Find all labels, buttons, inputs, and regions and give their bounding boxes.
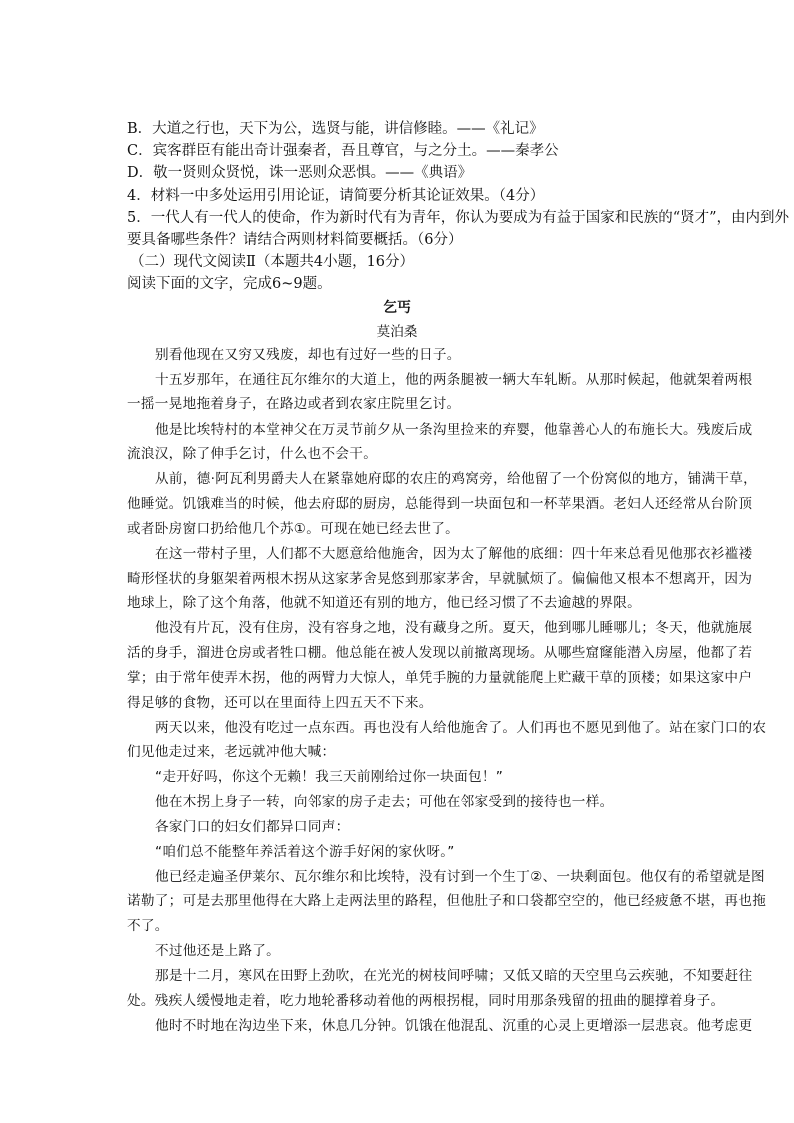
section-heading: （二）现代文阅读Ⅱ（本题共4小题，16分） <box>130 254 415 270</box>
article-line: 不了。 <box>127 918 169 934</box>
article-line: 他是比埃特村的本堂神父在万灵节前夕从一条沟里捡来的弃婴，他靠善心人的布施长大。残废后成 <box>155 422 753 438</box>
article-line: 地球上，除了这个角落，他就不知道还有别的地方，他已经习惯了不去逾越的界限。 <box>127 595 642 611</box>
option-b: B．大道之行也，天下为公，选贤与能，讲信修睦。——《礼记》 <box>127 121 544 137</box>
article-line: 流浪汉，除了伸手乞讨，什么也不会干。 <box>127 446 378 462</box>
question-4: 4．材料一中多处运用引用论证，请简要分析其论证效果。（4分） <box>127 188 545 204</box>
article-line: 别看他现在又穷又残废，却也有过好一些的日子。 <box>155 347 461 363</box>
article-line: 不过他还是上路了。 <box>155 943 281 959</box>
article-line: 他时不时地在沟边坐下来，休息几分钟。饥饿在他混乱、沉重的心灵上更增添一层悲哀。他考虑更 <box>155 1018 753 1034</box>
article-line: “咱们总不能整年养活着这个游手好闲的家伙呀。” <box>155 844 455 860</box>
article-line: 诺勒了；可是去那里他得在大路上走两法里的路程，但他肚子和口袋都空空的，他已经疲惫不堪，再也拖 <box>127 893 767 909</box>
option-d: D．敬一贤则众贤悦，诛一恶则众恶惧。——《典语》 <box>127 165 473 181</box>
article-line: 那是十二月，寒风在田野上劲吹，在光光的树枝间呼啸；又低又暗的天空里乌云疾驰，不知要赶往 <box>155 968 753 984</box>
article-line: 在这一带村子里，人们都不大愿意给他施舍，因为太了解他的底细：四十年来总看见他那衣衫褴褛 <box>155 546 753 562</box>
article-line: 活的身手，溜进仓房或者牲口棚。他总能在被人发现以前撤离现场。从哪些窟窿能潜入房屋，他都了若 <box>127 645 753 661</box>
article-line: 他已经走遍圣伊莱尔、瓦尔维尔和比埃特，没有讨到一个生丁②、一块剩面包。他仅有的希望就是图 <box>155 869 765 885</box>
article-line: 处。残疾人缓慢地走着，吃力地轮番移动着他的两根拐棍，同时用那条残留的扭曲的腿撑着身子。 <box>127 993 725 1009</box>
article-line: 他睡觉。饥饿难当的时候，他去府邸的厨房，总能得到一块面包和一杯苹果酒。老妇人还经常从台阶顶 <box>127 496 753 512</box>
article-line: 两天以来，他没有吃过一点东西。再也没有人给他施舍了。人们再也不愿见到他了。站在家门口的农 <box>155 720 767 736</box>
article-line: 得足够的食物，还可以在里面待上四五天不下来。 <box>127 695 433 711</box>
article-author: 莫泊桑 <box>376 324 418 340</box>
article-line: 他没有片瓦，没有住房，没有容身之地，没有藏身之所。夏天，他到哪儿睡哪儿；冬天，他就施展 <box>155 620 753 636</box>
article-line: 一摇一晃地拖着身子，在路边或者到农家庄院里乞讨。 <box>127 396 461 412</box>
article-line: “走开好吗，你这个无赖！我三天前刚给过你一块面包！” <box>155 769 504 785</box>
article-line: 掌；由于常年使弄木拐，他的两臂力大惊人，单凭手腕的力量就能爬上贮藏干草的顶楼；如果这家中户 <box>127 670 753 686</box>
article-line: 们见他走过来，老远就冲他大喊： <box>127 744 336 760</box>
section-instruction: 阅读下面的文字，完成6~9题。 <box>127 276 332 292</box>
option-c: C．宾客群臣有能出奇计强秦者，吾且尊官，与之分土。——秦孝公 <box>127 143 559 159</box>
article-line: 畸形怪状的身躯架着两根木拐从这家茅舍晃悠到那家茅舍，早就腻烦了。偏偏他又根本不想离开，因为 <box>127 571 753 587</box>
article-line: 他在木拐上身子一转，向邻家的房子走去；可他在邻家受到的接待也一样。 <box>155 794 614 810</box>
article-line: 各家门口的妇女们都异口同声： <box>155 819 350 835</box>
question-5-line-1: 5．一代人有一代人的使命，作为新时代有为青年，你认为要成为有益于国家和民族的“贤才”，由内到外 <box>127 210 790 226</box>
article-line: 十五岁那年，在通往瓦尔维尔的大道上，他的两条腿被一辆大车轧断。从那时候起，他就架着两根 <box>155 372 753 388</box>
question-5-line-2: 要具备哪些条件？请结合两则材料简要概括。（6分） <box>127 232 463 248</box>
article-line: 或者卧房窗口扔给他几个苏①。可现在她已经去世了。 <box>127 521 460 537</box>
article-title: 乞丐 <box>383 300 411 316</box>
article-line: 从前，德·阿瓦利男爵夫人在紧靠她府邸的农庄的鸡窝旁，给他留了一个份窝似的地方，铺满干草， <box>155 471 758 487</box>
